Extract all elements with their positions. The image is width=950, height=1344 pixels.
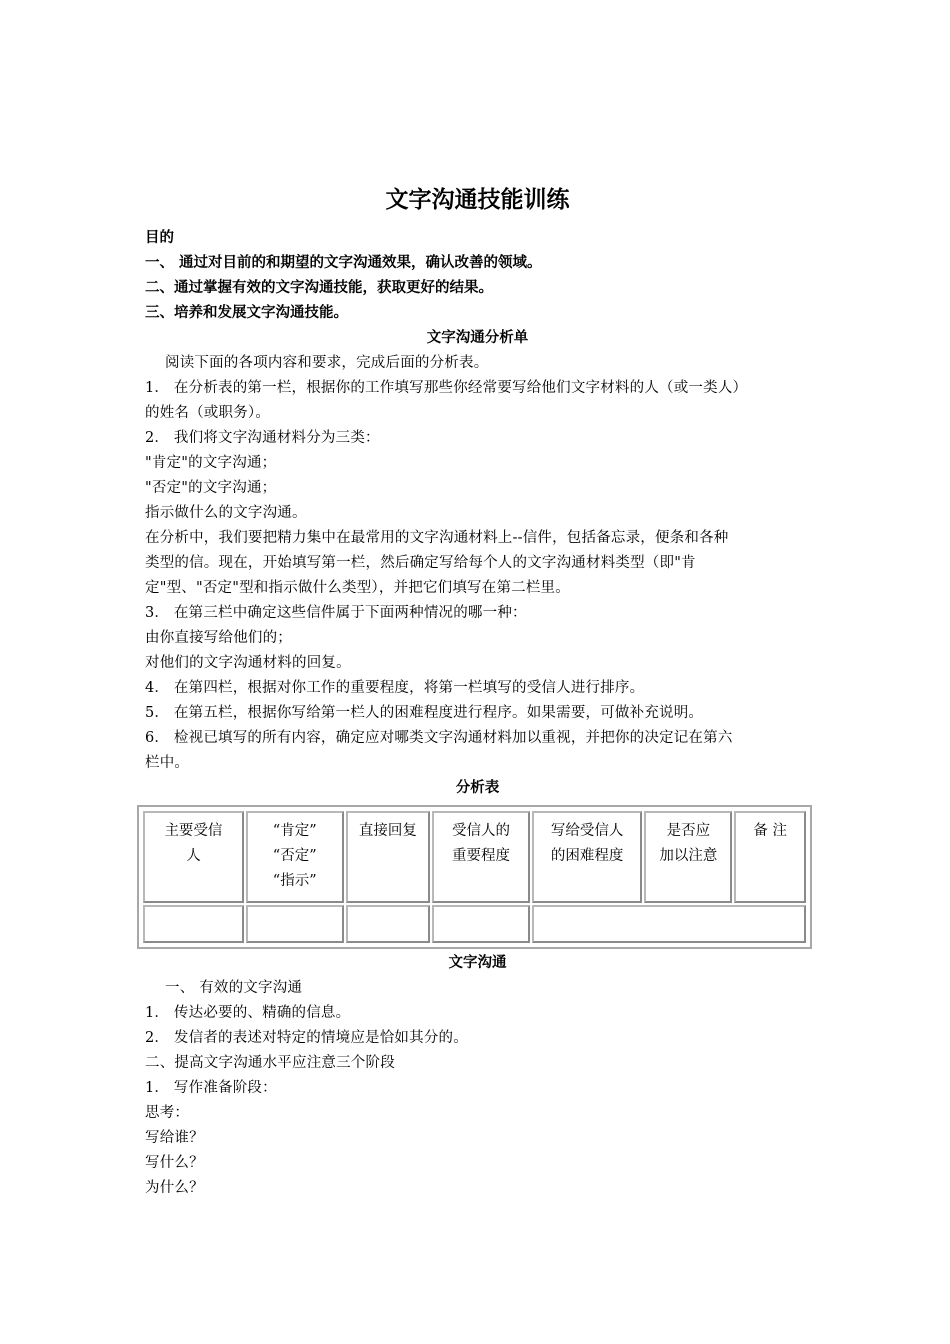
instruction-line: 1． 在分析表的第一栏，根据你的工作填写那些你经常要写给他们文字材料的人（或一类人） xyxy=(145,380,748,396)
table-header-attention: 是否应 加以注意 xyxy=(644,811,732,903)
instruction-line: 的姓名（或职务）。 xyxy=(145,405,271,421)
purpose-heading: 目的 xyxy=(145,230,174,246)
instruction-line: 对他们的文字沟通材料的回复。 xyxy=(145,655,351,671)
section-heading: 文字沟通 xyxy=(448,955,507,971)
table-header-importance: 受信人的 重要程度 xyxy=(432,811,530,903)
section-line: 思考： xyxy=(145,1105,190,1121)
document-title: 文字沟通技能训练 xyxy=(385,187,570,213)
table-cell-empty[interactable] xyxy=(532,905,806,943)
goal-item: 一、 通过对目前的和期望的文字沟通效果，确认改善的领域。 xyxy=(145,255,542,271)
section-line: 写给谁？ xyxy=(145,1130,204,1146)
section-line: 为什么？ xyxy=(145,1180,204,1196)
section-line: 写什么？ xyxy=(145,1155,204,1171)
section-line: 2． 发信者的表述对特定的情境应是恰如其分的。 xyxy=(145,1030,468,1046)
instruction-line: 2． 我们将文字沟通材料分为三类： xyxy=(145,430,380,446)
analysis-intro: 阅读下面的各项内容和要求，完成后面的分析表。 xyxy=(165,355,489,371)
table-cell-empty[interactable] xyxy=(246,905,344,943)
instruction-line: 指示做什么的文字沟通。 xyxy=(145,505,307,521)
goal-item: 二、通过掌握有效的文字沟通技能，获取更好的结果。 xyxy=(145,280,493,296)
instruction-line: 定"型、"否定"型和指示做什么类型），并把它们填写在第二栏里。 xyxy=(145,580,570,596)
section-line: 一、 有效的文字沟通 xyxy=(165,980,303,996)
instruction-line: 栏中。 xyxy=(145,755,190,771)
instruction-line: 由你直接写给他们的； xyxy=(145,630,292,646)
instruction-line: 4． 在第四栏，根据对你工作的重要程度，将第一栏填写的受信人进行排序。 xyxy=(145,680,645,696)
table-cell-empty[interactable] xyxy=(346,905,431,943)
analysis-sheet-heading: 文字沟通分析单 xyxy=(426,330,529,346)
instruction-line: 类型的信。现在，开始填写第一栏，然后确定写给每个人的文字沟通材料类型（即"肯 xyxy=(145,555,696,571)
table-heading: 分析表 xyxy=(455,780,500,796)
section-line: 二、提高文字沟通水平应注意三个阶段 xyxy=(145,1055,395,1071)
table-header-notes: 备 注 xyxy=(734,811,806,903)
table-header-reply: 直接回复 xyxy=(346,811,431,903)
document-page xyxy=(145,180,810,1201)
section-line: 1． 写作准备阶段： xyxy=(145,1080,277,1096)
instruction-line: "否定"的文字沟通； xyxy=(145,480,277,496)
goal-item: 三、培养和发展文字沟通技能。 xyxy=(145,305,348,321)
instruction-line: 5． 在第五栏，根据你写给第一栏人的困难程度进行程序。如果需要，可做补充说明。 xyxy=(145,705,704,721)
section-line: 1． 传达必要的、精确的信息。 xyxy=(145,1005,351,1021)
instruction-line: "肯定"的文字沟通； xyxy=(145,455,277,471)
table-cell-empty[interactable] xyxy=(143,905,244,943)
instruction-line: 在分析中，我们要把精力集中在最常用的文字沟通材料上--信件，包括备忘录，便条和各种 xyxy=(145,530,729,546)
analysis-table xyxy=(137,805,812,949)
table-cell-empty[interactable] xyxy=(432,905,530,943)
table-header-type: “肯定” “否定” “指示” xyxy=(246,811,344,903)
table-header-recipient: 主要受信 人 xyxy=(143,811,244,903)
instruction-line: 6． 检视已填写的所有内容，确定应对哪类文字沟通材料加以重视，并把你的决定记在第六 xyxy=(145,730,733,746)
instruction-line: 3． 在第三栏中确定这些信件属于下面两种情况的哪一种： xyxy=(145,605,527,621)
table-header-difficulty: 写给受信人 的困难程度 xyxy=(532,811,643,903)
